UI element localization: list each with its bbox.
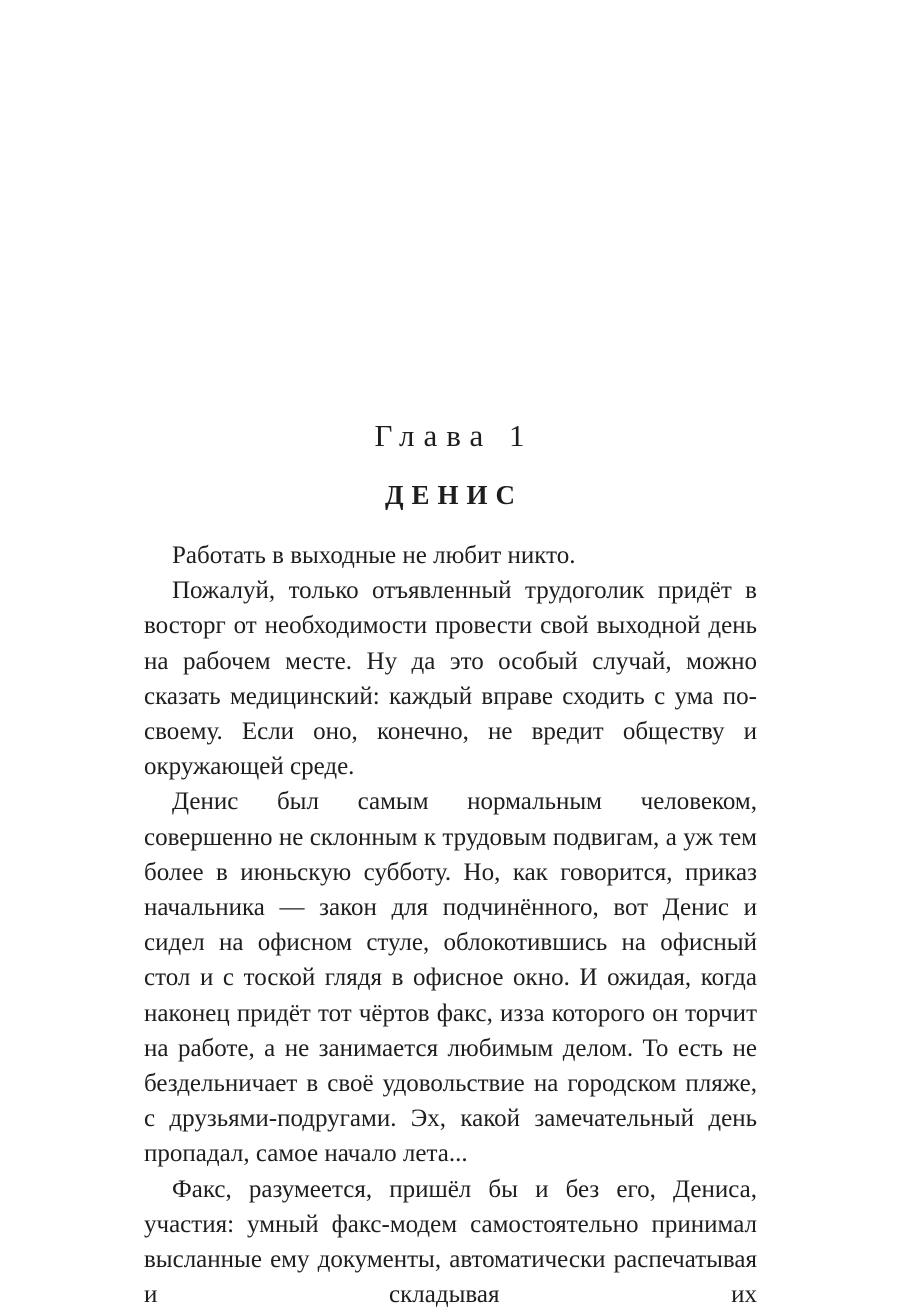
chapter-title: ДЕНИС [384,480,524,510]
paragraph: Факс, разумеется, пришёл бы и без его, Дениса, участия: умный факс-модем самостоятельно принимал высланные ему документы, автоматически распечатывая и складывая их [144,1175,757,1309]
paragraph: Пожалуй, только отъявленный трудоголик придёт в восторг от необходимости провести свой выходной день на рабочем месте. Ну да это особый случай, можно сказать медицинский: каждый вправе сходить с ума по-своему. Если оно, конечно, не вредит обществу и окружающей среде. [144,577,757,781]
chapter-number: Глава 1 [374,418,534,453]
paragraph: Денис был самым нормальным человеком, совершенно не склонным к трудовым подвигам, а уж тем более в июньскую субботу. Но, как говорится, приказ начальника — закон для подчинённого, вот Денис и сидел на офисном стуле, облокотившись на офисный стол и с тоской глядя в офисное окно. И ожидая, когда наконец придёт тот чёртов факс, изза которого он торчит на работе, а не занимается любимым делом. То есть не бездельничает в своё удовольствие на городском пляже, с друзьями-подругами. Эх, какой замечательный день пропадал, самое начало лета... [144,788,757,1168]
chapter-body [144,538,757,1312]
paragraph: Работать в выходные не любит никто. [172,542,576,569]
